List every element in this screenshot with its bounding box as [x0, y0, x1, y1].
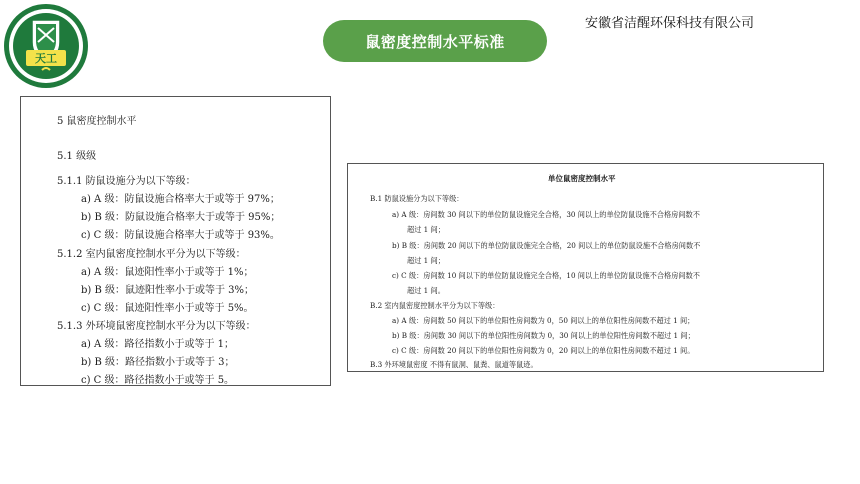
- doc-line: B.3 外环境鼠密度 不得有鼠洞、鼠粪、鼠道等鼠迹。: [370, 360, 538, 369]
- doc-line: a) A 级：房间数 30 间以下的单位防鼠设施完全合格，30 间以上的单位防鼠设施不合格房间数不: [392, 210, 700, 219]
- doc-line: c) C 级：房间数 20 间以下的单位阳性房间数为 0，20 间以上的单位阳性房间数不超过 1 间。: [392, 346, 695, 355]
- doc-line: c) C 级：鼠迹阳性率小于或等于 5%。: [81, 303, 254, 314]
- doc-line: 5.1.2 室内鼠密度控制水平分为以下等级：: [57, 249, 246, 260]
- page-title: 鼠密度控制水平标准: [323, 20, 547, 62]
- doc-title: 单位鼠密度控制水平: [548, 174, 616, 183]
- doc-line: b) B 级：鼠迹阳性率小于或等于 3%；: [81, 285, 255, 296]
- doc-line: c) C 级：房间数 10 间以下的单位防鼠设施完全合格，10 间以上的单位防鼠设施不合格房间数不: [392, 271, 700, 280]
- doc-line: B.1 防鼠设施分为以下等级：: [370, 194, 464, 203]
- doc-line: 超过 1 间；: [407, 225, 445, 234]
- doc-line: c) C 级：防鼠设施合格率大于或等于 93%。: [81, 230, 280, 241]
- doc-line: B.2 室内鼠密度控制水平分为以下等级：: [370, 301, 500, 310]
- doc-line: 超过 1 间。: [407, 286, 445, 295]
- logo-text: 天工: [35, 52, 57, 65]
- doc-line: b) B 级：路径指数小于或等于 3；: [81, 357, 235, 368]
- doc-line: c) C 级：路径指数小于或等于 5。: [81, 375, 235, 386]
- doc-line: 5.1 级级: [57, 151, 97, 162]
- doc-line: 5 鼠密度控制水平: [57, 116, 137, 127]
- doc-line: a) A 级：路径指数小于或等于 1；: [81, 339, 234, 350]
- doc-line: 5.1.3 外环境鼠密度控制水平分为以下等级：: [57, 321, 256, 332]
- company-name: 安徽省洁醒环保科技有限公司: [585, 16, 755, 31]
- doc-line: 超过 1 间；: [407, 256, 445, 265]
- doc-line: b) B 级：房间数 30 间以下的单位阳性房间数为 0，30 间以上的单位阳性房间数不超过 1 间；: [392, 331, 695, 340]
- doc-line: a) A 级：鼠迹阳性率小于或等于 1%；: [81, 267, 254, 278]
- company-logo: [2, 2, 90, 90]
- doc-line: a) A 级：房间数 50 间以下的单位阳性房间数为 0，50 间以上的单位阳性房间数不超过 1 间；: [392, 316, 695, 325]
- doc-line: 5.1.1 防鼠设施分为以下等级：: [57, 176, 196, 187]
- doc-line: b) B 级：房间数 20 间以下的单位防鼠设施完全合格，20 间以上的单位防鼠设施不合格房间数不: [392, 241, 701, 250]
- left-standard-document: [20, 96, 331, 386]
- right-standard-document: [347, 163, 824, 372]
- doc-line: a) A 级：防鼠设施合格率大于或等于 97%；: [81, 194, 280, 205]
- doc-line: b) B 级：防鼠设施合格率大于或等于 95%；: [81, 212, 281, 223]
